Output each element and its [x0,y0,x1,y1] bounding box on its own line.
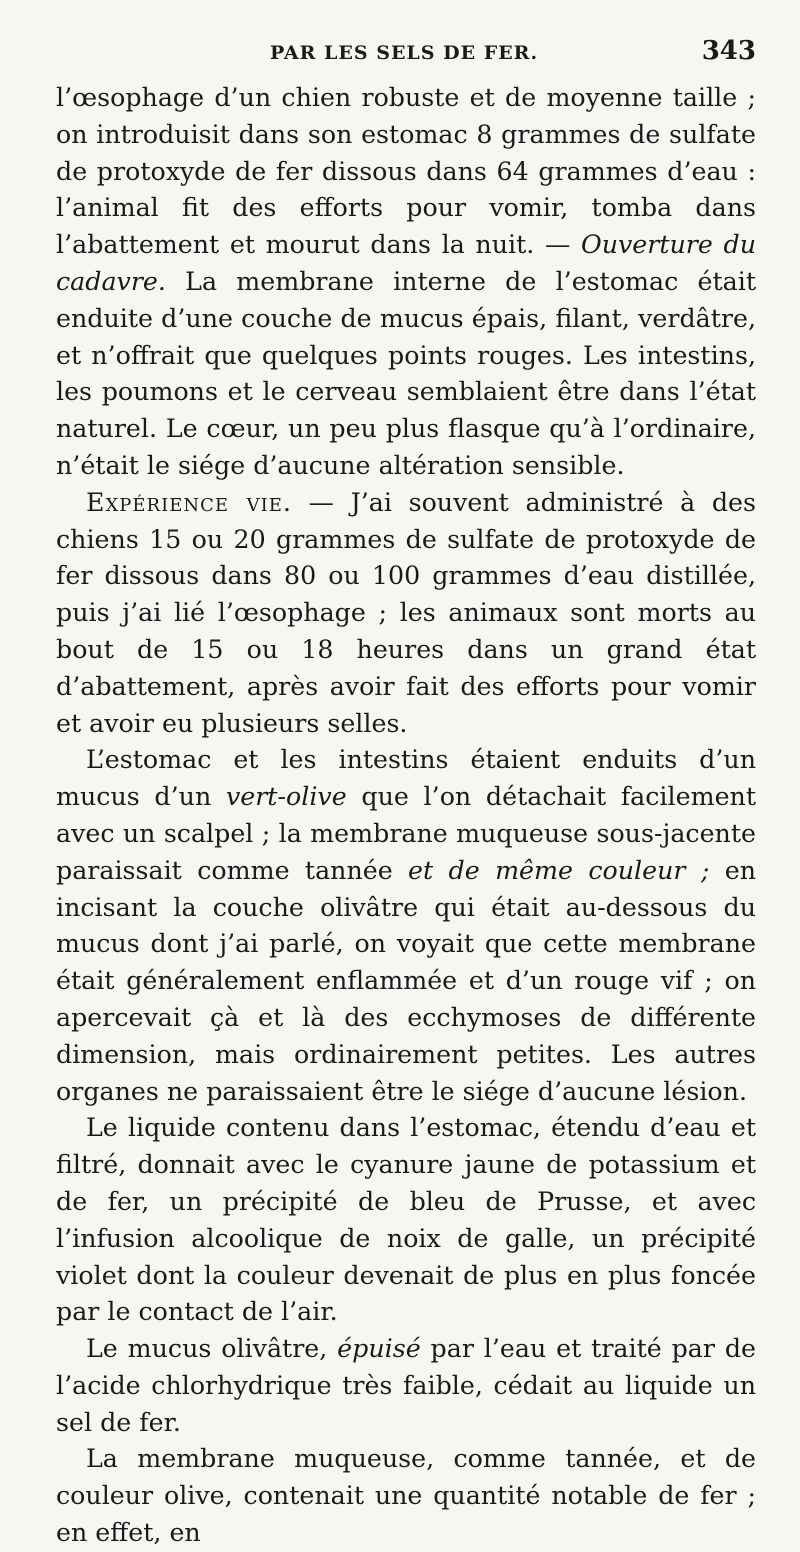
page-number: 343 [701,36,756,66]
italic-run: et de même couleur ; [408,855,710,885]
italic-run: épuisé [337,1334,421,1364]
running-title: PAR LES SELS DE FER. [270,42,539,64]
paragraph [56,80,756,485]
paragraph [56,1331,756,1441]
body-text [56,80,756,1552]
text-run: — J’ai souvent administré à des chiens 15 ou 20 grammes de sulfate de protoxyde de fer dissous dans 80 ou 100 grammes d’eau distillée, puis j’ai lié l’œsophage ; les animaux sont morts au bout de 15 ou 18 heures dans un grand état d’abattement, après avoir fait des efforts pour vomir et avoir eu plusieurs selles. [56,487,756,738]
text-run: La membrane interne de l’estomac était enduite d’une couche de mucus épais, filant, verdâtre, et n’offrait que quelques points rouges. Les intestins, les poumons et le cerveau semblaient être dans l’état naturel. Le cœur, un peu plus flasque qu’à l’ordinaire, n’était le siége d’aucune altération sensible. [56,266,756,480]
text-run: Le mucus olivâtre, [86,1334,338,1364]
paragraph [56,485,756,743]
text-run: La membrane muqueuse, comme tannée, et de couleur olive, contenait une quantité notable de fer ; en effet, en [56,1444,756,1548]
paragraph [56,742,756,1110]
experiment-heading: Expérience vie. [86,487,292,517]
text-run: Le liquide contenu dans l’estomac, étendu d’eau et filtré, donnait avec le cyanure jaune de potassium et de fer, un précipité de bleu de Prusse, et avec l’infusion alcoolique de noix de galle, un précipité violet dont la couleur devenait de plus en plus foncée par le contact de l’air. [56,1113,756,1327]
paragraph [56,1110,756,1331]
text-run: par l’eau et traité par de l’acide chlorhydrique très faible, cédait au liquide un sel de fer. [56,1334,756,1437]
italic-run: Ouverture du cadavre. [56,230,757,296]
text-run: en incisant la couche olivâtre qui était au-dessous du mucus dont j’ai parlé, on voyait que cette membrane était généralement enflammée et d’un rouge vif ; on apercevait çà et là des ecchymoses de différente dimension, mais ordinairement petites. Les autres organes ne paraissaient être le siége d’aucune lésion. [56,855,756,1106]
paragraph [56,1441,756,1551]
text-run: que l’on détachait facilement avec un scalpel ; la membrane muqueuse sous-jacente paraissait comme tannée [56,782,757,885]
text-run: l’œsophage d’un chien robuste et de moyenne taille ; on introduisit dans son estomac 8 grammes de sulfate de protoxyde de fer dissous dans 64 grammes d’eau : l’animal fit des efforts pour vomir, tomba dans l’abattement et mourut dans la nuit. — [56,83,756,260]
text-run: L’estomac et les intestins étaient enduits d’un mucus d’un [56,745,756,812]
running-head [56,36,756,80]
italic-run: vert-olive [225,782,347,812]
